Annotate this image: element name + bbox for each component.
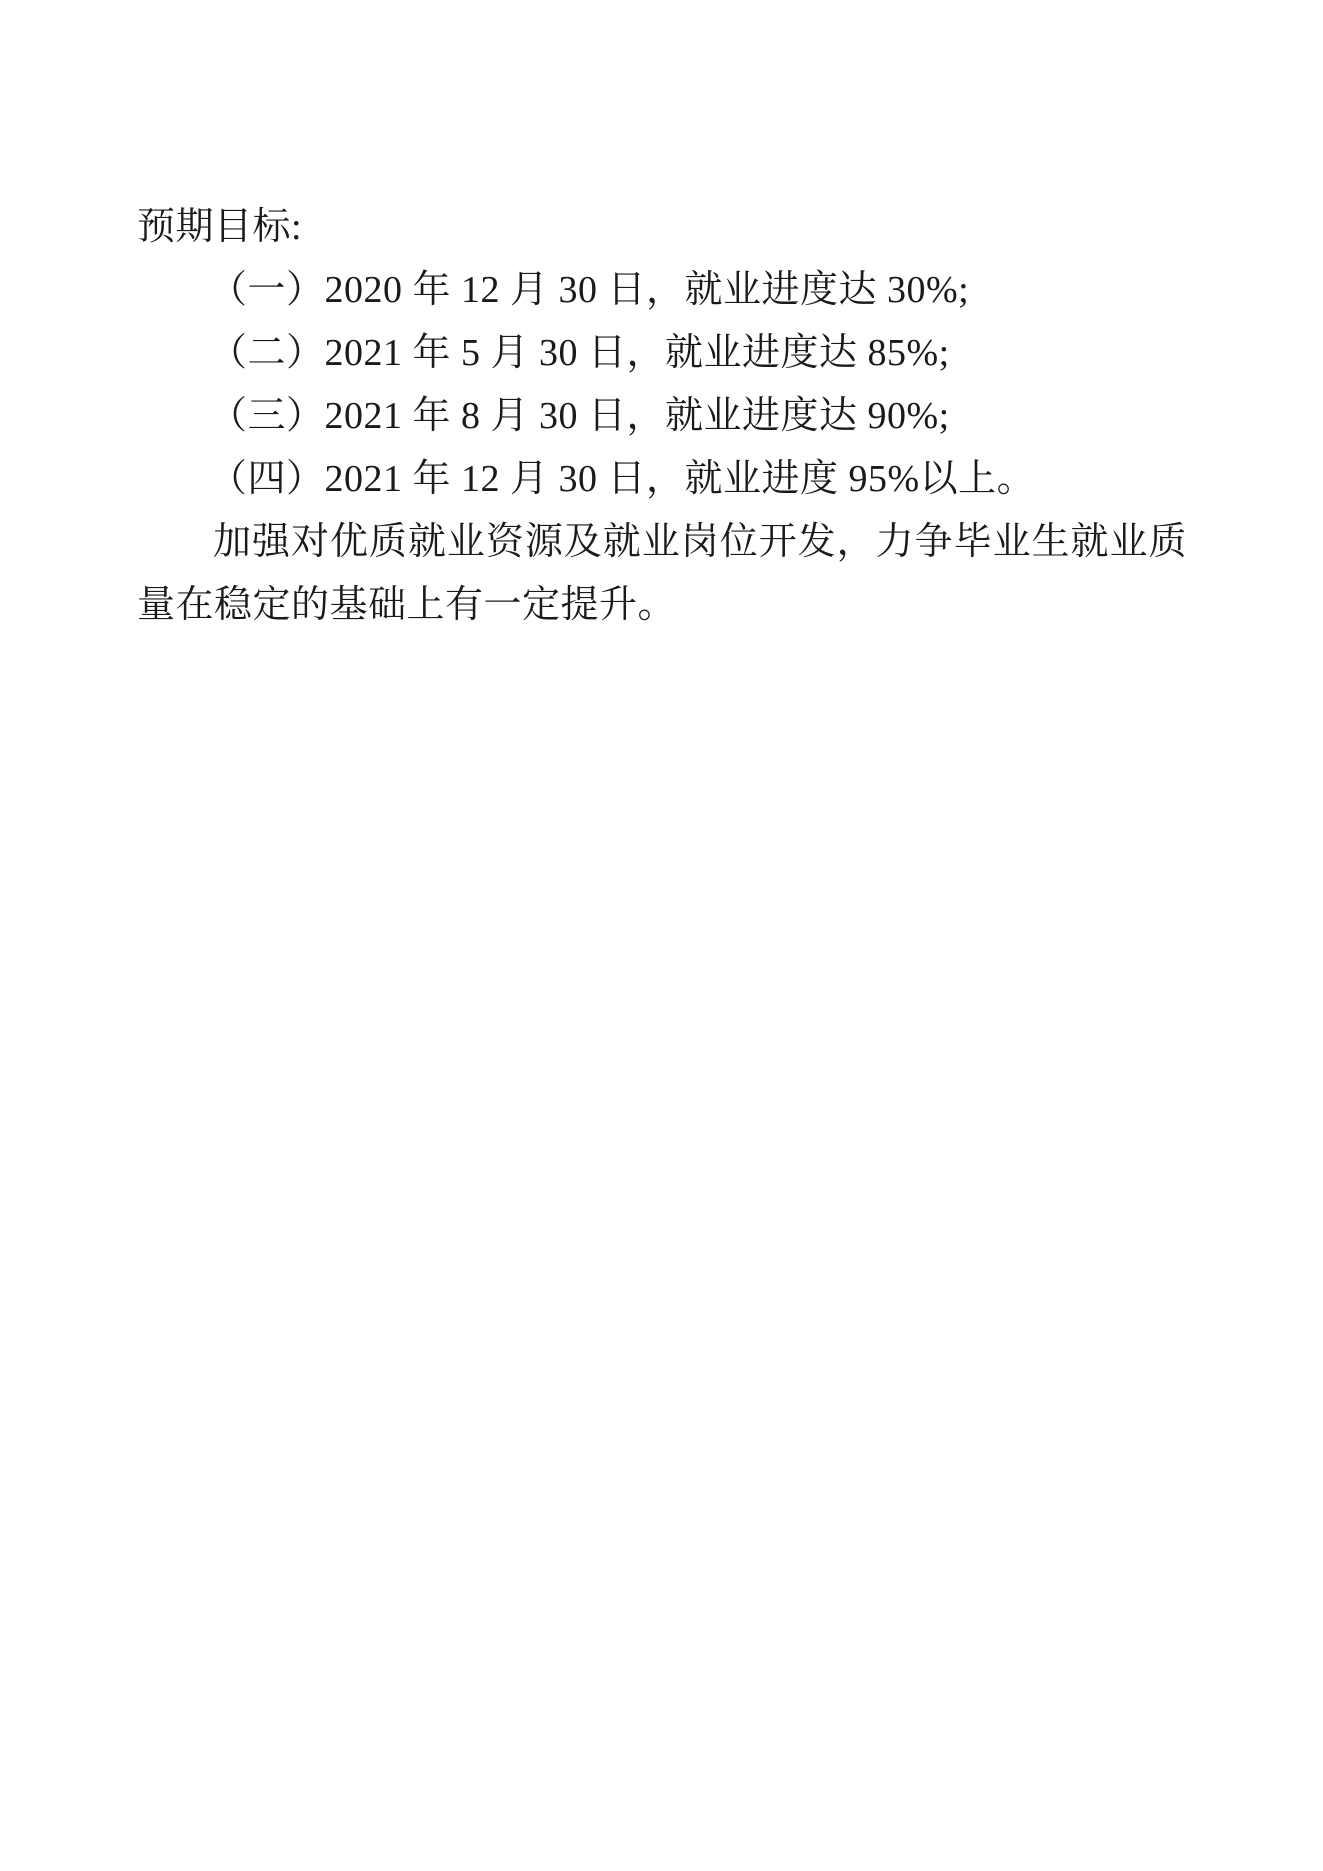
goal-item-3: （三）2021 年 8 月 30 日，就业进度达 90%; bbox=[209, 395, 950, 437]
section-heading: 预期目标: bbox=[137, 206, 303, 248]
goal-item-1: （一）2020 年 12 月 30 日，就业进度达 30%; bbox=[209, 269, 970, 311]
goal-item-2: （二）2021 年 5 月 30 日，就业进度达 85%; bbox=[209, 332, 950, 374]
document-content bbox=[137, 196, 1187, 637]
closing-paragraph: 加强对优质就业资源及就业岗位开发，力争毕业生就业质量在稳定的基础上有一定提升。 bbox=[137, 521, 1187, 626]
goal-item-4: （四）2021 年 12 月 30 日，就业进度 95%以上。 bbox=[209, 458, 1036, 500]
